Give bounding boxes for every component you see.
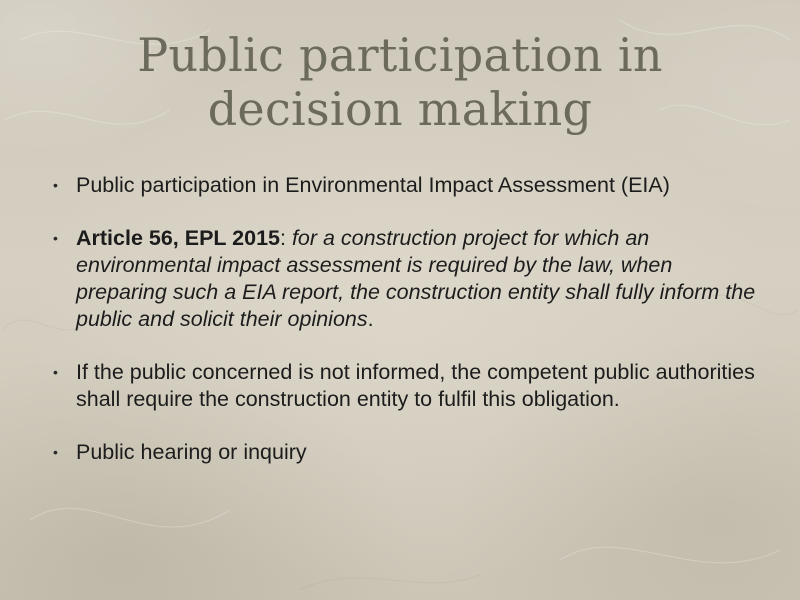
bullet-article-56 (48, 225, 758, 333)
article-quote: for a construction project for which an environmental impact assessment is required by the law, when preparing such a EIA report, the construction entity shall fully inform the public and solicit their opinions (76, 226, 756, 331)
article-end: . (367, 307, 374, 331)
bullet-dot-icon: • (53, 177, 58, 193)
bullet-dot-icon: • (53, 230, 58, 246)
bullet-list (48, 172, 758, 466)
article-separator: : (279, 226, 292, 250)
bullet-text: If the public concerned is not informed, the competent public authorities shall require the construction entity to fulfil this obligation. (76, 360, 755, 411)
slide-title: Public participation in decision making (137, 28, 663, 136)
bullet-dot-icon: • (53, 364, 58, 380)
bullet-dot-icon: • (53, 444, 58, 460)
article-reference: Article 56, EPL 2015 (76, 226, 280, 250)
bullet-text: Public participation in Environmental Impact Assessment (EIA) (76, 173, 670, 197)
bullet-text: Public hearing or inquiry (76, 440, 307, 464)
bullet-hearing (48, 439, 758, 466)
bullet-eia (48, 172, 758, 199)
bullet-obligation (48, 359, 758, 413)
